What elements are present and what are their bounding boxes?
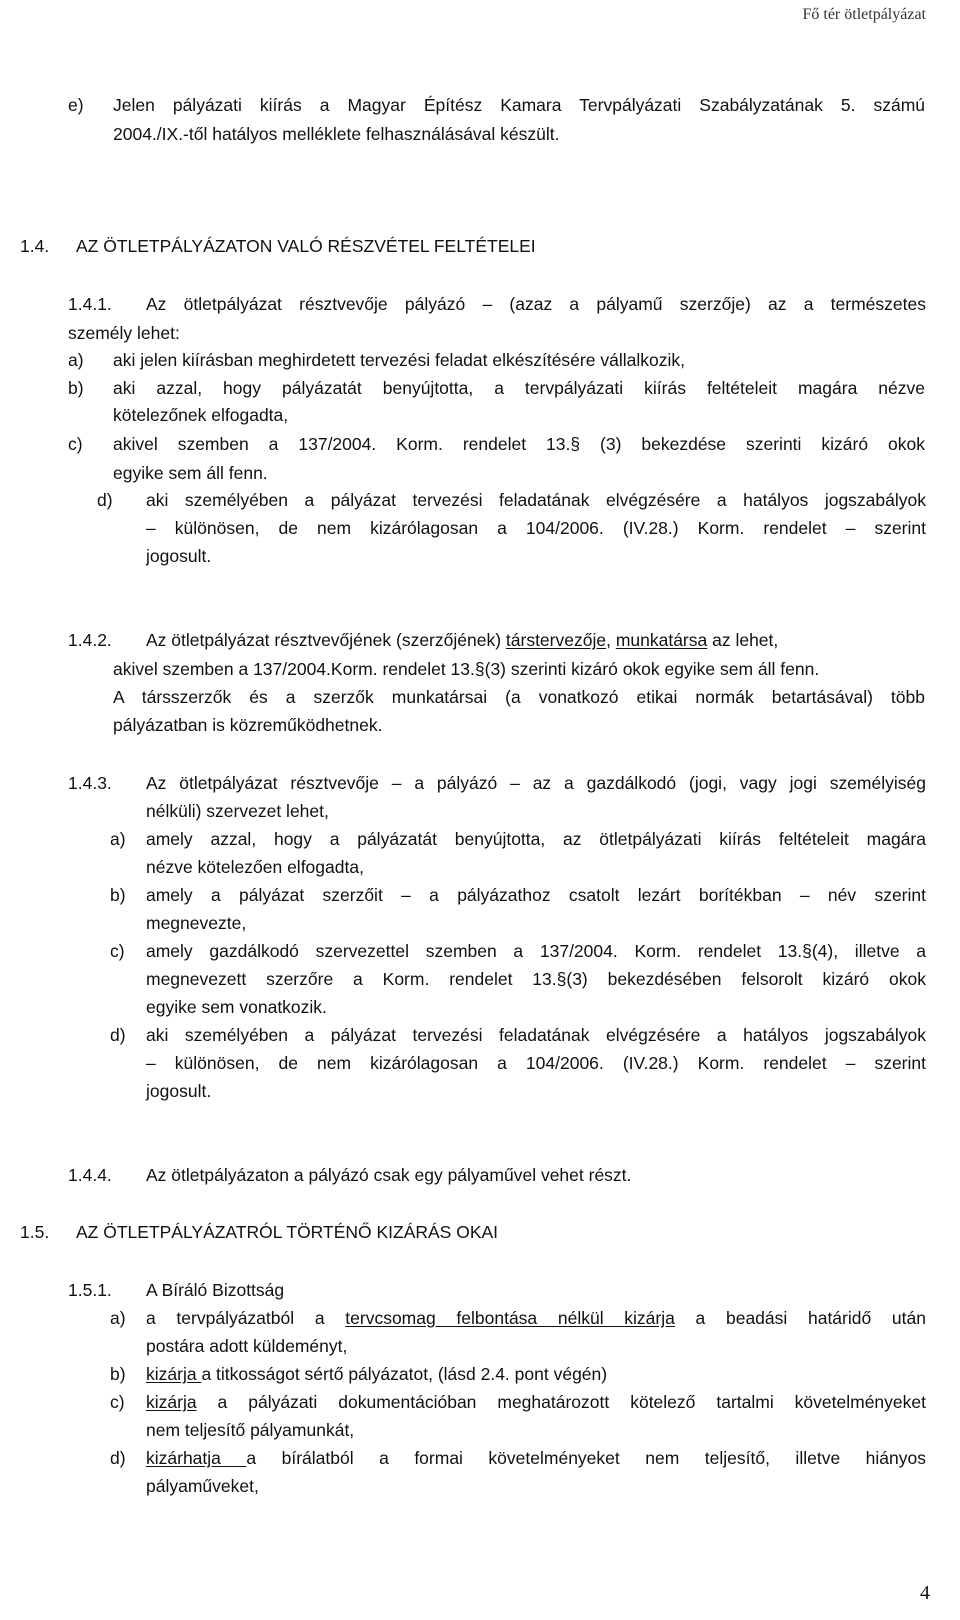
item-marker: d) [110, 1448, 126, 1468]
underlined-term: társtervezője [505, 630, 607, 650]
item-marker: a) [110, 1308, 126, 1328]
s141-d-3: jogosult. [146, 546, 212, 566]
s143-a-2: nézve kötelezően elfogadta, [146, 857, 364, 877]
s142-line-3: A társszerzők és a szerzők munkatársai (a vonatkozó etikai normák betartásával) több [113, 687, 925, 707]
s141-b-1: aki azzal, hogy pályázatát benyújtotta, a tervpályázati kiírás feltételeit magára nézve [113, 378, 925, 398]
e-item-line-2: 2004./IX.-től hatályos melléklete felhasználásával készült. [113, 124, 560, 144]
s141-b-2: kötelezőnek elfogadta, [113, 405, 289, 425]
item-marker: a) [110, 829, 126, 849]
s142-line-4: pályázatban is közreműködhetnek. [113, 715, 383, 735]
subsection-number: 1.4.3. [68, 773, 112, 793]
section-number: 1.4. [20, 236, 50, 256]
s151-a-2: postára adott küldeményt, [146, 1336, 348, 1356]
underlined-term: kizárja [146, 1364, 202, 1384]
s143-d-1: aki személyében a pályázat tervezési feladatának elvégzésére a hatályos jogszabályok [146, 1025, 926, 1045]
item-marker: c) [110, 941, 125, 961]
s151-d-2: pályaműveket, [146, 1476, 259, 1496]
s142-line-1: Az ötletpályázat résztvevőjének (szerzőjének) társtervezője, munkatársa az lehet, [146, 630, 779, 650]
s141-c-2: egyike sem áll fenn. [113, 463, 268, 483]
item-marker: a) [68, 350, 84, 370]
subsection-number: 1.5.1. [68, 1280, 112, 1300]
item-marker: c) [68, 434, 83, 454]
s141-line-1: Az ötletpályázat résztvevője pályázó – (azaz a pályamű szerzője) az a természetes [146, 294, 926, 314]
underlined-term: munkatársa [615, 630, 708, 650]
s141-line-2: személy lehet: [68, 323, 180, 343]
item-marker: d) [97, 490, 113, 510]
underlined-term: kizárja [146, 1392, 197, 1412]
s143-c-3: egyike sem vonatkozik. [146, 997, 327, 1017]
s151-b: kizárja a titkosságot sértő pályázatot, (lásd 2.4. pont végén) [146, 1364, 608, 1384]
subsection-number: 1.4.4. [68, 1165, 112, 1185]
item-marker: c) [110, 1392, 125, 1412]
s141-d-2: – különösen, de nem kizárólagosan a 104/2006. (IV.28.) Korm. rendelet – szerint [146, 518, 926, 538]
s151-d-1: kizárhatja a bírálatból a formai követelményeket nem teljesítő, illetve hiányos [146, 1448, 926, 1468]
page-header: Fő tér ötletpályázat [802, 6, 926, 23]
s143-a-1: amely azzal, hogy a pályázatát benyújtotta, az ötletpályázati kiírás feltételeit magára [146, 829, 926, 849]
item-marker: d) [110, 1025, 126, 1045]
s143-c-1: amely gazdálkodó szervezettel szemben a 137/2004. Korm. rendelet 13.§(4), illetve a [146, 941, 926, 961]
s141-a: aki jelen kiírásban meghirdetett tervezési feladat elkészítésére vállalkozik, [113, 350, 685, 370]
s143-line-2: nélküli) szervezet lehet, [146, 801, 329, 821]
underlined-term: tervcsomag felbontása nélkül kizárja [345, 1308, 675, 1328]
s151-title: A Bíráló Bizottság [146, 1280, 285, 1300]
s143-b-2: megnevezte, [146, 913, 247, 933]
s143-d-3: jogosult. [146, 1081, 212, 1101]
section-number: 1.5. [20, 1222, 50, 1242]
s143-line-1: Az ötletpályázat résztvevője – a pályázó – az a gazdálkodó (jogi, vagy jogi személyiség [146, 773, 926, 793]
s151-a-1: a tervpályázatból a tervcsomag felbontása nélkül kizárja a beadási határidő után [146, 1308, 926, 1328]
item-marker: b) [110, 885, 126, 905]
section-title: AZ ÖTLETPÁLYÁZATON VALÓ RÉSZVÉTEL FELTÉTELEI [76, 236, 536, 256]
s151-c-1: kizárja a pályázati dokumentációban meghatározott kötelező tartalmi követelményeket [146, 1392, 926, 1412]
s141-d-1: aki személyében a pályázat tervezési feladatának elvégzésére a hatályos jogszabályok [146, 490, 926, 510]
subsection-number: 1.4.1. [68, 294, 112, 314]
item-marker: b) [68, 378, 84, 398]
e-item-line-1: Jelen pályázati kiírás a Magyar Építész Kamara Tervpályázati Szabályzatának 5. számú [113, 95, 925, 115]
item-marker: e) [68, 95, 84, 115]
s142-line-2: akivel szemben a 137/2004.Korm. rendelet 13.§(3) szerinti kizáró okok egyike sem áll fenn. [113, 659, 820, 679]
item-marker: b) [110, 1364, 126, 1384]
page-number: 4 [920, 1582, 930, 1604]
s144-text: Az ötletpályázaton a pályázó csak egy pályaművel vehet részt. [146, 1165, 632, 1185]
s143-b-1: amely a pályázat szerzőit – a pályázathoz csatolt lezárt borítékban – név szerint [146, 885, 926, 905]
s143-d-2: – különösen, de nem kizárólagosan a 104/2006. (IV.28.) Korm. rendelet – szerint [146, 1053, 926, 1073]
underlined-term: kizárhatja [146, 1448, 247, 1468]
section-title: AZ ÖTLETPÁLYÁZATRÓL TÖRTÉNŐ KIZÁRÁS OKAI [76, 1222, 499, 1242]
s141-c-1: akivel szemben a 137/2004. Korm. rendelet 13.§ (3) bekezdése szerinti kizáró okok [113, 434, 925, 454]
s151-c-2: nem teljesítő pályamunkát, [146, 1420, 355, 1440]
s143-c-2: megnevezett szerzőre a Korm. rendelet 13.§(3) bekezdésében felsorolt kizáró okok [146, 969, 926, 989]
subsection-number: 1.4.2. [68, 630, 112, 650]
